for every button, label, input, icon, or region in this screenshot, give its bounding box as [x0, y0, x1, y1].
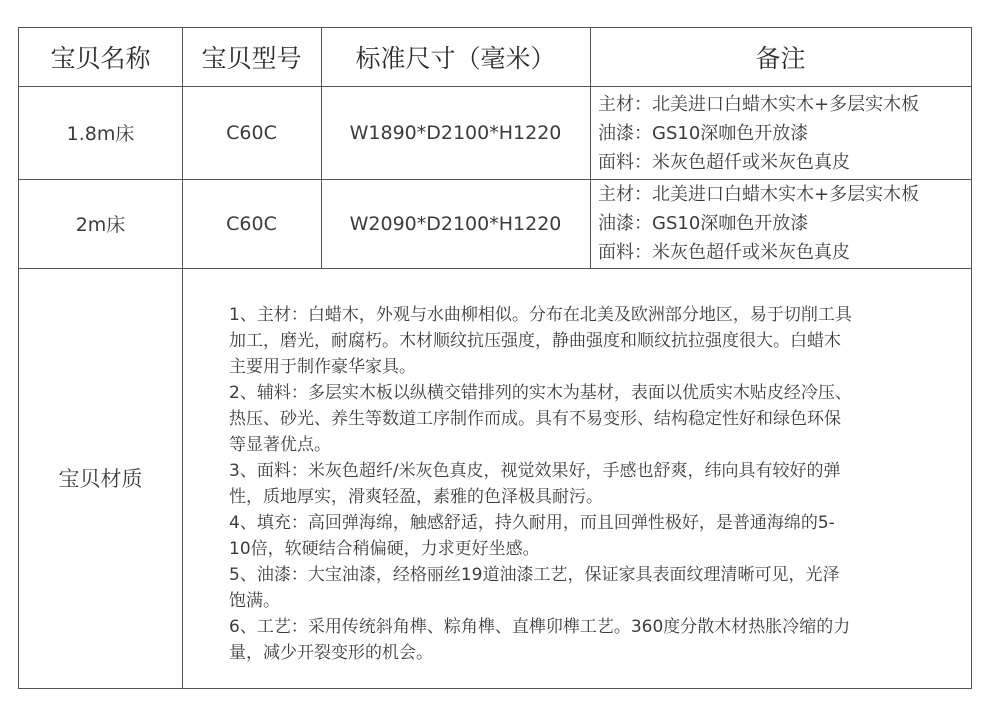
material-line: 加工，磨光，耐腐朽。木材顺纹抗压强度，静曲强度和顺纹抗拉强度很大。白蜡木 — [229, 331, 841, 351]
row1-note-paint: 油漆：GS10深咖色开放漆 — [598, 123, 809, 144]
material-label: 宝贝材质 — [58, 467, 143, 491]
row2-note-fabric: 面料：米灰色超仟或米灰色真皮 — [598, 242, 850, 263]
header-name: 宝贝名称 — [50, 44, 151, 73]
row1-note-fabric: 面料：米灰色超仟或米灰色真皮 — [598, 152, 850, 173]
material-description — [229, 302, 949, 666]
material-line: 10倍，软硬结合稍偏硬，力求更好坐感。 — [229, 539, 540, 559]
row1-model: C60C — [226, 121, 277, 144]
material-line: 量，减少开裂变形的机会。 — [229, 643, 433, 663]
material-line: 饱满。 — [229, 591, 280, 611]
material-line: 6、工艺：采用传统斜角榫、粽角榫、直榫卯榫工艺。360度分散木材热胀冷缩的力 — [229, 617, 851, 637]
material-line: 2、辅料：多层实木板以纵横交错排列的实木为基材，表面以优质实木贴皮经冷压、 — [229, 383, 852, 403]
material-line: 4、填充：高回弹海绵，触感舒适，持久耐用，而且回弹性极好，是普通海绵的5- — [229, 513, 835, 533]
row1-note-main: 主材：北美进口白蜡木实木+多层实木板 — [598, 94, 920, 115]
material-line: 性，质地厚实，滑爽轻盈，素雅的色泽极具耐污。 — [229, 487, 603, 507]
row1-size: W1890*D2100*H1220 — [349, 121, 562, 144]
row2-size: W2090*D2100*H1220 — [349, 212, 562, 235]
material-line: 主要用于制作豪华家具。 — [229, 357, 416, 377]
material-line: 5、油漆：大宝油漆，经格丽丝19道油漆工艺，保证家具表面纹理清晰可见，光泽 — [229, 565, 840, 585]
row2-note-paint: 油漆：GS10深咖色开放漆 — [598, 213, 809, 234]
material-line: 1、主材：白蜡木，外观与水曲柳相似。分布在北美及欧洲部分地区，易于切削工具 — [229, 305, 852, 325]
row2-notes — [598, 180, 919, 267]
material-line: 热压、砂光、养生等数道工序制作而成。具有不易变形、结构稳定性好和绿色环保 — [229, 409, 841, 429]
row2-model: C60C — [226, 212, 277, 235]
material-line: 3、面料：米灰色超纤/米灰色真皮，视觉效果好，手感也舒爽，纬向具有较好的弹 — [229, 461, 841, 481]
row2-note-main: 主材：北美进口白蜡木实木+多层实木板 — [598, 184, 920, 205]
row2-name: 2m床 — [75, 214, 126, 236]
header-notes: 备注 — [755, 44, 806, 73]
header-model: 宝贝型号 — [201, 44, 302, 73]
header-size: 标准尺寸（毫米） — [355, 44, 556, 73]
row1-name: 1.8m床 — [66, 123, 135, 145]
row1-notes — [598, 90, 919, 177]
material-line: 等显著优点。 — [229, 435, 331, 455]
